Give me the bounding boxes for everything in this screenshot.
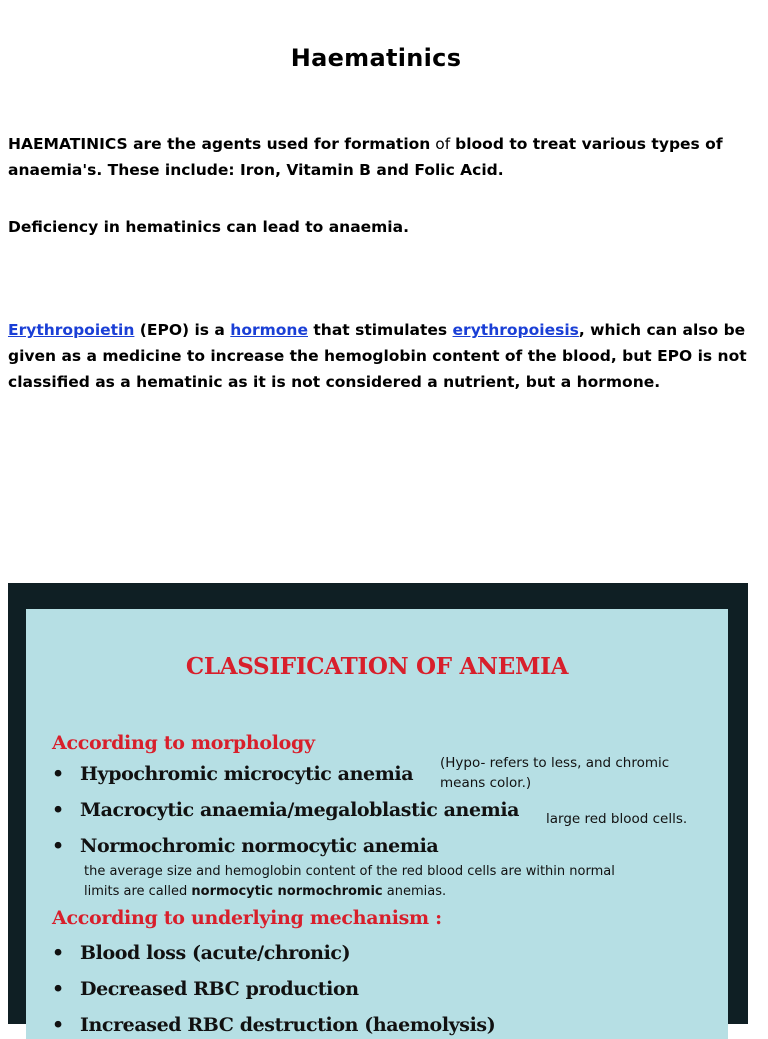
note-normo-line2b: anemias. (382, 884, 447, 899)
bullet-dot: • (52, 942, 64, 964)
slide-image-frame (8, 583, 748, 1036)
note-normo-line2a: limits are called (84, 884, 192, 899)
intro-text: of (430, 135, 456, 153)
note-macro: large red blood cells. (546, 811, 688, 827)
note-normo-bold: normocytic normochromic (191, 884, 383, 899)
slide (26, 609, 728, 1039)
epo-text-2: that stimulates (307, 321, 453, 339)
epo-text-3: , which can also be given as a medicine to increase the (8, 321, 746, 365)
bullet-dot: • (52, 763, 64, 785)
bullet-macrocytic (52, 799, 519, 821)
note-hypo (440, 753, 669, 793)
epo-text-4: content of the blood, (426, 347, 623, 365)
epo-hemoglobin: hemoglobin (324, 347, 427, 365)
epo-but-epo: but EPO (622, 347, 693, 365)
epo-paragraph (8, 317, 748, 395)
note-hypo-line2: means color.) (440, 775, 532, 791)
slide-title: CLASSIFICATION OF ANEMIA (185, 653, 569, 680)
note-normo (84, 862, 615, 902)
bullet-text: Normochromic normocytic anemia (80, 835, 439, 857)
note-normo-line1: the average size and hemoglobin content of the red blood cells are within normal (84, 864, 615, 879)
erythropoietin-link[interactable]: Erythropoietin (8, 321, 135, 339)
intro-paragraph (8, 131, 748, 183)
epo-text-5: is not classified as a hematinic as it is not considered a nutrient, but a hormone. (8, 347, 747, 391)
deficiency-paragraph: Deficiency in hematinics can lead to anaemia. (8, 218, 409, 236)
bullet-normochromic (52, 835, 438, 857)
bullet-dot: • (52, 835, 64, 857)
intro-bold-text-3: anaemia's. These include: Iron, Vitamin B and Folic Acid. (8, 161, 504, 179)
intro-bold-text-2: blood to treat various types of (455, 135, 723, 153)
bullet-text: Hypochromic microcytic anemia (80, 763, 414, 785)
bullet-text: Decreased RBC production (80, 978, 359, 1000)
section-heading-morphology: According to morphology (52, 732, 315, 754)
bullet-dot: • (52, 799, 64, 821)
epo-text-1: (EPO) is a (134, 321, 231, 339)
bullet-hypochromic (52, 763, 413, 785)
section-heading-mechanism: According to underlying mechanism : (52, 907, 442, 929)
bullet-text: Blood loss (acute/chronic) (80, 942, 351, 964)
erythropoiesis-link[interactable]: erythropoiesis (452, 321, 579, 339)
bullet-text: Increased RBC destruction (haemolysis) (80, 1014, 496, 1036)
bullet-dot: • (52, 978, 64, 1000)
hormone-link[interactable]: hormone (230, 321, 308, 339)
bullet-increased-rbc (52, 1014, 495, 1036)
intro-bold-text-1: HAEMATINICS are the agents used for formation (8, 135, 431, 153)
page-title: Haematinics (290, 44, 462, 72)
note-hypo-line1: (Hypo- refers to less, and chromic (440, 755, 670, 771)
bullet-blood-loss (52, 942, 350, 964)
bullet-decreased-rbc (52, 978, 359, 1000)
bullet-text: Macrocytic anaemia/megaloblastic anemia (80, 799, 520, 821)
bullet-dot: • (52, 1014, 64, 1036)
